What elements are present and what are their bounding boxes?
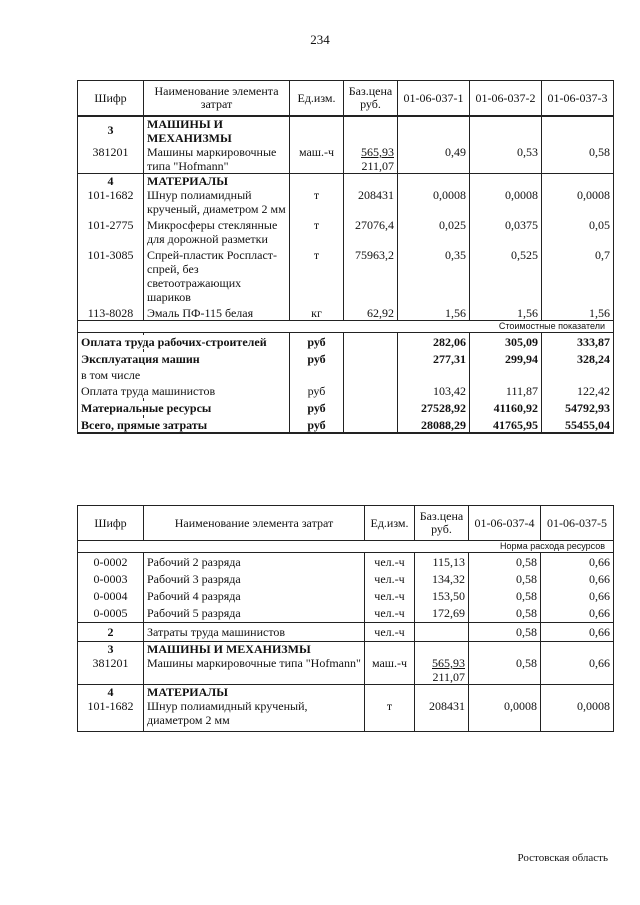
row-value: 0,58 — [469, 569, 541, 586]
cost-value: 282,06 — [398, 335, 470, 349]
cost-value: 299,94 — [470, 352, 542, 366]
row-value: 0,0008 — [542, 188, 614, 216]
row-price: 27076,4 — [344, 218, 398, 246]
row-value: 0,66 — [541, 623, 614, 642]
cost-caption: Стоимостные показатели — [78, 321, 614, 333]
row-unit: т — [365, 699, 415, 732]
row-price: 62,92 — [344, 306, 398, 321]
row-value: 0,0008 — [398, 188, 470, 216]
row-unit: т — [290, 188, 344, 216]
row-code: 113-8028 — [78, 306, 144, 321]
row-value: 0,7 — [542, 248, 614, 304]
row-value: 0,66 — [541, 555, 614, 569]
row-code: 0-0002 — [78, 555, 144, 569]
row-unit: маш.-ч — [290, 145, 344, 174]
header-name: Наименование элемента затрат — [144, 506, 365, 541]
row-unit: чел.-ч — [365, 603, 415, 623]
row-price — [344, 145, 398, 174]
row-price: 115,13 — [415, 555, 469, 569]
row-price: 208431 — [344, 188, 398, 216]
section-code: 4 — [78, 174, 144, 189]
cost-value: 277,31 — [398, 352, 470, 366]
row-value: 0,66 — [541, 586, 614, 603]
cost-unit: руб — [290, 335, 344, 349]
row-price: 153,50 — [415, 586, 469, 603]
row-value: 0,025 — [398, 218, 470, 246]
cost-value: 41765,95 — [470, 418, 542, 433]
footer-region: Ростовская область — [517, 852, 608, 864]
header-unit: Ед.изм. — [290, 81, 344, 117]
cost-unit: руб — [290, 352, 344, 366]
cost-value: 305,09 — [470, 335, 542, 349]
section-code: 4 — [78, 685, 144, 700]
row-price: 134,32 — [415, 569, 469, 586]
row-code: 381201 — [78, 145, 144, 174]
cost-value: 54792,93 — [542, 401, 614, 415]
row-code: 381201 — [78, 656, 144, 685]
cost-name: Оплата труда рабочих-строителей — [78, 335, 290, 349]
row-name: Рабочий 3 разряда — [144, 569, 365, 586]
row-name: Рабочий 4 разряда — [144, 586, 365, 603]
row-value: 0,58 — [469, 586, 541, 603]
row-code: 2 — [78, 623, 144, 642]
row-value: 0,58 — [469, 555, 541, 569]
row-code: 101-3085 — [78, 248, 144, 304]
cost-name: Материальные ресурсы — [78, 401, 290, 415]
row-price: 208431 — [415, 699, 469, 732]
row-code: 0-0004 — [78, 586, 144, 603]
row-code: 101-1682 — [78, 188, 144, 216]
row-unit: чел.-ч — [365, 586, 415, 603]
cost-value: 103,42 — [398, 384, 470, 398]
cost-table-1 — [77, 80, 614, 434]
cost-unit: руб — [290, 418, 344, 433]
row-name: Машины маркировочные типа "Hofmann" — [144, 145, 290, 174]
cost-name: Всего, прямые затраты — [78, 418, 290, 433]
row-value: 0,66 — [541, 656, 614, 685]
row-name: Шнур полиамидный крученый, диаметром 2 мм — [144, 699, 365, 732]
row-value: 0,525 — [470, 248, 542, 304]
header-unit: Ед.изм. — [365, 506, 415, 541]
price-bottom: 211,07 — [361, 159, 394, 173]
row-value: 1,56 — [470, 306, 542, 321]
row-value: 1,56 — [542, 306, 614, 321]
row-code: 0-0005 — [78, 603, 144, 623]
cost-value: 41160,92 — [470, 401, 542, 415]
cost-value: 55455,04 — [542, 418, 614, 433]
row-value: 0,49 — [398, 145, 470, 174]
cost-value: 27528,92 — [398, 401, 470, 415]
row-value: 0,58 — [542, 145, 614, 174]
row-unit: кг — [290, 306, 344, 321]
cost-name: Оплата труда машинистов — [78, 384, 290, 398]
header-code: Шифр — [78, 81, 144, 117]
row-name: Микросферы стеклянные для дорожной разметки — [144, 218, 290, 246]
row-code: 101-1682 — [78, 699, 144, 732]
header-col-3: 01-06-037-3 — [542, 81, 614, 117]
row-code: 101-2775 — [78, 218, 144, 246]
row-unit: чел.-ч — [365, 569, 415, 586]
cost-value: 28088,29 — [398, 418, 470, 433]
cost-value: 333,87 — [542, 335, 614, 349]
cost-table-2 — [77, 505, 614, 732]
row-value: 0,58 — [469, 623, 541, 642]
row-value: 0,0008 — [541, 699, 614, 732]
section-code: 3 — [78, 642, 144, 657]
row-value: 0,58 — [469, 656, 541, 685]
section-title: МАШИНЫ И МЕХАНИЗМЫ — [144, 116, 290, 145]
header-col-2: 01-06-037-2 — [470, 81, 542, 117]
row-name: Рабочий 5 разряда — [144, 603, 365, 623]
cost-value: 111,87 — [470, 384, 542, 398]
row-price: 172,69 — [415, 603, 469, 623]
section-code: 3 — [78, 116, 144, 145]
row-value: 0,35 — [398, 248, 470, 304]
cost-value: 122,42 — [542, 384, 614, 398]
price-bottom: 211,07 — [432, 670, 465, 684]
row-value: 0,0375 — [470, 218, 542, 246]
price-top: 565,93 — [432, 656, 465, 670]
header-col-5: 01-06-037-5 — [541, 506, 614, 541]
cost-name: Эксплуатация машин — [78, 352, 290, 366]
section-title: МАТЕРИАЛЫ — [144, 174, 290, 189]
cost-value: 328,24 — [542, 352, 614, 366]
row-value: 1,56 — [398, 306, 470, 321]
price-top: 565,93 — [361, 145, 394, 159]
header-price: Баз.цена руб. — [344, 81, 398, 117]
row-unit: маш.-ч — [365, 656, 415, 685]
header-price: Баз.цена руб. — [415, 506, 469, 541]
row-name: Рабочий 2 разряда — [144, 555, 365, 569]
row-value: 0,0008 — [469, 699, 541, 732]
cost-unit: руб — [290, 401, 344, 415]
row-name: Спрей-пластик Роспласт-спрей, без светоотражающих шариков — [144, 248, 290, 304]
row-name: Шнур полиамидный крученый, диаметром 2 мм — [144, 188, 290, 216]
header-code: Шифр — [78, 506, 144, 541]
row-unit: т — [290, 248, 344, 304]
row-value: 0,66 — [541, 569, 614, 586]
row-price: 75963,2 — [344, 248, 398, 304]
section-title: МАШИНЫ И МЕХАНИЗМЫ — [144, 642, 365, 657]
row-value: 0,05 — [542, 218, 614, 246]
row-name: Эмаль ПФ-115 белая — [144, 306, 290, 321]
header-col-4: 01-06-037-4 — [469, 506, 541, 541]
row-price — [415, 656, 469, 685]
row-name: Машины маркировочные типа "Hofmann" — [144, 656, 365, 685]
row-unit: т — [290, 218, 344, 246]
row-unit: чел.-ч — [365, 555, 415, 569]
row-unit: чел.-ч — [365, 623, 415, 642]
row-value: 0,66 — [541, 603, 614, 623]
row-value: 0,0008 — [470, 188, 542, 216]
page-number: 234 — [310, 32, 330, 47]
header-name: Наименование элемента затрат — [144, 81, 290, 117]
header-col-1: 01-06-037-1 — [398, 81, 470, 117]
row-name: Затраты труда машинистов — [144, 623, 365, 642]
cost-unit: руб — [290, 384, 344, 398]
section-title: МАТЕРИАЛЫ — [144, 685, 365, 700]
row-value: 0,58 — [469, 603, 541, 623]
row-value: 0,53 — [470, 145, 542, 174]
row-code: 0-0003 — [78, 569, 144, 586]
norm-caption: Норма расхода ресурсов — [78, 541, 614, 553]
cost-name: в том числе — [78, 366, 290, 384]
